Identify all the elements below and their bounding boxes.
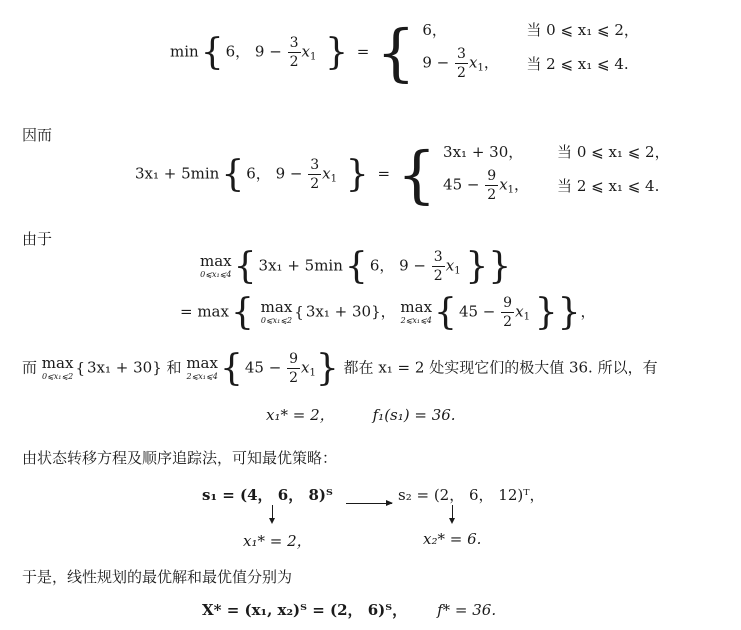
cases-1: 6， 当 0 ⩽ x₁ ⩽ 2， 9 − $\frac{3}{2}$ $x_1$， 当 2 ⩽ x₁ ⩽ 4. (422, 21, 639, 81)
strategy-x1: x₁* = 2， (243, 532, 312, 550)
text-state: 由状态转移方程及顺序追踪法，可知最优策略： (22, 449, 338, 467)
text-yinger: 因而 (22, 126, 53, 144)
arrow-down-icon (272, 505, 273, 519)
strategy-s2: s₂ = (2， 6， 12)ᵀ， (398, 486, 545, 504)
strategy-s1: s₁ = (4， 6， 8)ᵀ (202, 486, 333, 504)
cases-2: 3x₁ + 30， 当 0 ⩽ x₁ ⩽ 2， 45 − $\frac{9}{2}$ $x_1$， 当 2 ⩽ x₁ ⩽ 4. (443, 143, 670, 203)
final-result: X* = (x₁, x₂)ᵀ = (2， 6)ᵀ， f* = 36. (202, 601, 497, 619)
text-youyu: 由于 (22, 230, 53, 248)
min-args: 6， 9 − (225, 42, 282, 61)
paragraph-er: 而 max 0⩽x₁⩽2 { 3x₁ + 30} 和 max 2⩽x₁⩽4 { 45 − $\frac{9}{2}$ $x_1$} 都在 x₁ = 2 处实现它们的极大值 36. 所以，有 (22, 348, 658, 389)
equation-2: 3x₁ + 5min{ 6， 9 − $\frac{3}{2}$ $x_1$ } = { 3x₁ + 30， 当 0 ⩽ x₁ ⩽ 2， 45 − $\frac{9}{2}$ $x_1$， 当 2 ⩽ x₁ ⩽ 4. (135, 138, 670, 211)
equation-4: x₁* = 2， f₁(s₁) = 36. (266, 406, 456, 424)
fraction-3-2: $\frac{3}{2}$ (289, 35, 299, 70)
arrow-right-icon (346, 503, 392, 504)
text-yushi: 于是，线性规划的最优解和最优值分别为 (22, 568, 293, 586)
arrow-down-icon (452, 505, 453, 519)
strategy-x2: x₂* = 6. (423, 530, 482, 548)
min-func: min (170, 42, 199, 61)
equation-1: min{ 6， 9 − $\frac{3}{2}$ $x_1$ } = { 6， 当 0 ⩽ x₁ ⩽ 2， 9 − $\frac{3}{2}$ $x_1$， 当 2 ⩽ x₁ ⩽ 4. (170, 16, 639, 89)
equation-3-line-2: = max{ max 0⩽x₁⩽2 { 3x₁ + 30}， max 2⩽x₁⩽4 { 45 − $\frac{9}{2}$ $x_1$ }}， (180, 292, 596, 333)
equation-3-line-1: max 0⩽x₁⩽4 { 3x₁ + 5min{ 6， 9 − $\frac{3}{2}$ $x_1$ }} (200, 246, 512, 287)
